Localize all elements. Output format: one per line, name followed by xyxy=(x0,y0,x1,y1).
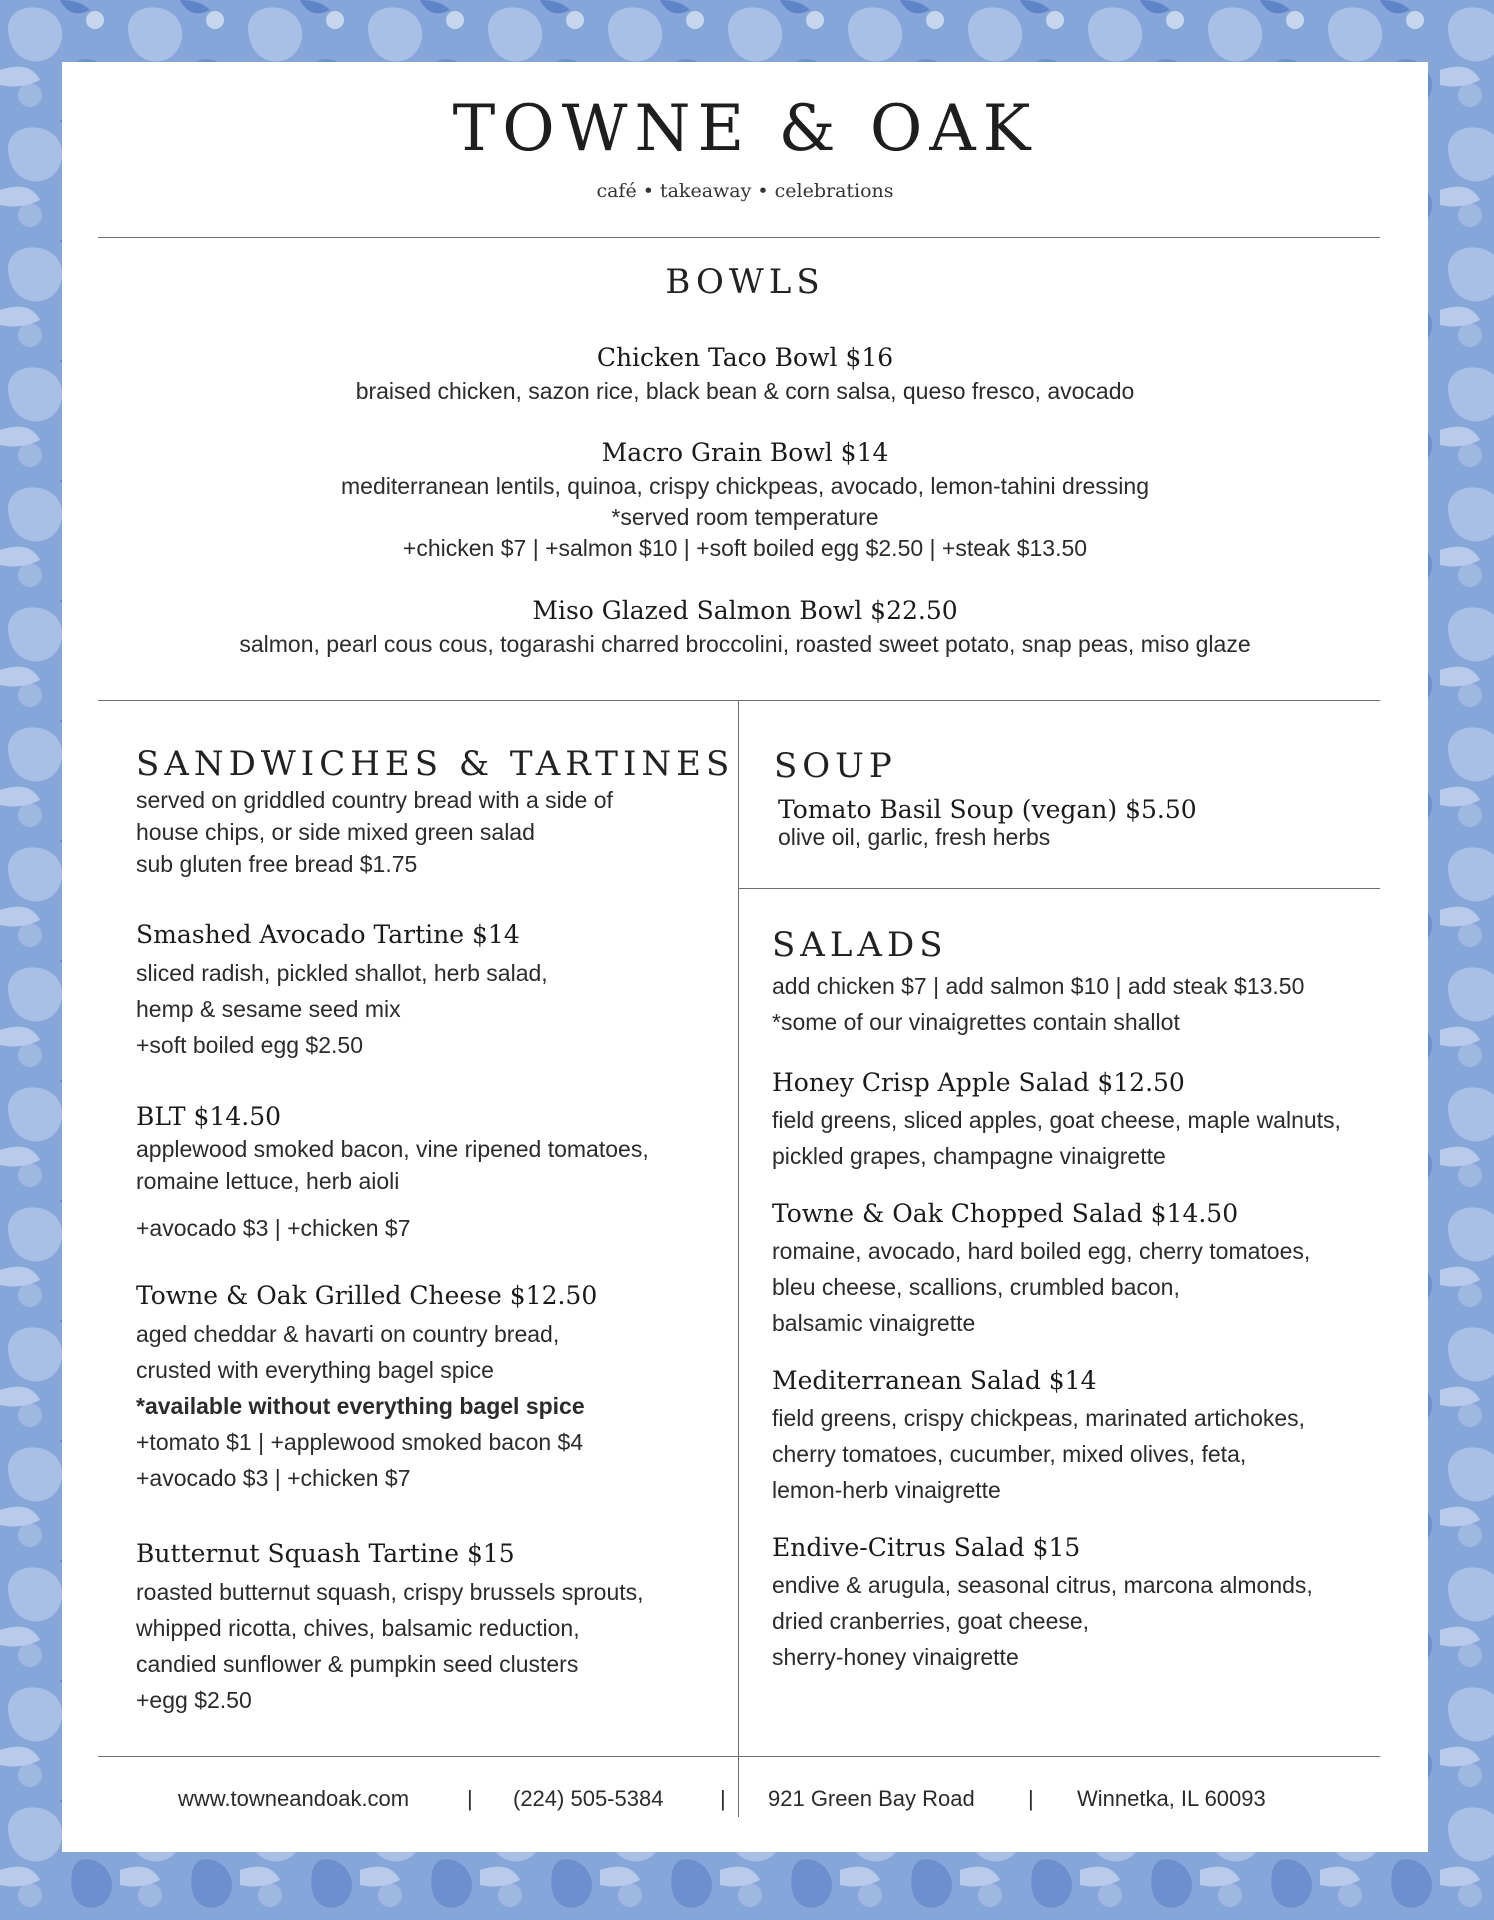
desc-line: sherry-honey vinaigrette xyxy=(772,1644,1019,1670)
footer-separator: | xyxy=(1028,1786,1034,1811)
desc-line: +avocado $3 | +chicken $7 xyxy=(136,1465,411,1491)
desc-line: crusted with everything bagel spice xyxy=(136,1357,494,1383)
soup-title: SOUP xyxy=(774,746,897,786)
sandwich-item-name: Smashed Avocado Tartine $14 xyxy=(136,920,520,949)
desc-line: dried cranberries, goat cheese, xyxy=(772,1608,1090,1634)
desc-line: endive & arugula, seasonal citrus, marcona almonds, xyxy=(772,1572,1313,1598)
desc-line: sliced radish, pickled shallot, herb salad, xyxy=(136,960,548,986)
desc-line: balsamic vinaigrette xyxy=(772,1310,976,1336)
sandwiches-title: SANDWICHES & TARTINES xyxy=(136,744,735,784)
tagline: café • takeaway • celebrations xyxy=(596,180,894,202)
sandwich-item-desc xyxy=(136,1316,585,1496)
bowl-item-name: Macro Grain Bowl $14 xyxy=(601,438,889,467)
desc-line: aged cheddar & havarti on country bread, xyxy=(136,1321,560,1347)
salad-item-name: Honey Crisp Apple Salad $12.50 xyxy=(772,1068,1185,1097)
intro-line: *some of our vinaigrettes contain shallot xyxy=(772,1009,1180,1035)
intro-line: sub gluten free bread $1.75 xyxy=(136,851,418,877)
sandwiches-intro xyxy=(136,784,613,880)
menu-card xyxy=(62,62,1428,1852)
divider-bowls xyxy=(98,700,1380,701)
bowls-title: BOWLS xyxy=(665,262,825,302)
salads-intro xyxy=(772,968,1304,1040)
desc-line: romaine, avocado, hard boiled egg, cherry tomatoes, xyxy=(772,1238,1311,1264)
desc-line: pickled grapes, champagne vinaigrette xyxy=(772,1143,1166,1169)
brand-title: TOWNE & OAK xyxy=(452,92,1038,166)
bowl-item-note: *served room temperature xyxy=(611,504,879,530)
bowl-item-desc: salmon, pearl cous cous, togarashi charred broccolini, roasted sweet potato, snap peas, miso glaze xyxy=(239,631,1251,657)
desc-line: candied sunflower & pumpkin seed clusters xyxy=(136,1651,579,1677)
desc-line: field greens, sliced apples, goat cheese, maple walnuts, xyxy=(772,1107,1341,1133)
bowl-item-desc: mediterranean lentils, quinoa, crispy chickpeas, avocado, lemon-tahini dressing xyxy=(341,473,1149,499)
bowl-item-name: Miso Glazed Salmon Bowl $22.50 xyxy=(532,596,958,625)
sandwich-item-name: Towne & Oak Grilled Cheese $12.50 xyxy=(136,1281,598,1310)
desc-line: +tomato $1 | +applewood smoked bacon $4 xyxy=(136,1429,584,1455)
sandwich-item-name: Butternut Squash Tartine $15 xyxy=(136,1539,515,1568)
footer-address: 921 Green Bay Road xyxy=(768,1786,975,1811)
desc-line: romaine lettuce, herb aioli xyxy=(136,1168,400,1194)
soup-item-name: Tomato Basil Soup (vegan) $5.50 xyxy=(778,795,1197,824)
footer-separator: | xyxy=(720,1786,726,1811)
desc-line: +soft boiled egg $2.50 xyxy=(136,1032,363,1058)
intro-line: served on griddled country bread with a side of xyxy=(136,787,613,813)
bold-note: *available without everything bagel spice xyxy=(136,1393,585,1419)
salad-item-name: Endive-Citrus Salad $15 xyxy=(772,1533,1081,1562)
desc-line: hemp & sesame seed mix xyxy=(136,996,401,1022)
soup-item-desc: olive oil, garlic, fresh herbs xyxy=(778,824,1051,850)
divider-soup xyxy=(738,888,1380,889)
salad-item-name: Towne & Oak Chopped Salad $14.50 xyxy=(772,1199,1239,1228)
sandwich-item-addon: +avocado $3 | +chicken $7 xyxy=(136,1215,411,1241)
desc-line: +egg $2.50 xyxy=(136,1687,252,1713)
intro-line: add chicken $7 | add salmon $10 | add steak $13.50 xyxy=(772,973,1305,999)
desc-line: cherry tomatoes, cucumber, mixed olives, feta, xyxy=(772,1441,1247,1467)
salad-item-name: Mediterranean Salad $14 xyxy=(772,1366,1097,1395)
column-divider xyxy=(738,701,739,1817)
footer-separator: | xyxy=(467,1786,473,1811)
sandwich-item-desc xyxy=(136,1574,644,1718)
bowl-item-name: Chicken Taco Bowl $16 xyxy=(596,343,894,372)
bowl-item-desc: braised chicken, sazon rice, black bean & corn salsa, queso fresco, avocado xyxy=(355,378,1135,404)
salad-item-desc xyxy=(772,1567,1313,1675)
sandwich-item-desc xyxy=(136,955,548,1063)
desc-line: applewood smoked bacon, vine ripened tomatoes, xyxy=(136,1136,649,1162)
bowl-item-addons: +chicken $7 | +salmon $10 | +soft boiled egg $2.50 | +steak $13.50 xyxy=(402,535,1088,561)
desc-line: bleu cheese, scallions, crumbled bacon, xyxy=(772,1274,1180,1300)
footer-phone[interactable]: (224) 505-5384 xyxy=(513,1786,664,1811)
divider-bottom xyxy=(98,1756,1380,1757)
desc-line: whipped ricotta, chives, balsamic reduction, xyxy=(136,1615,580,1641)
salad-item-desc xyxy=(772,1102,1341,1174)
salad-item-desc xyxy=(772,1400,1305,1508)
salad-item-desc xyxy=(772,1233,1310,1341)
footer-city: Winnetka, IL 60093 xyxy=(1077,1786,1266,1811)
intro-line: house chips, or side mixed green salad xyxy=(136,819,535,845)
desc-line: lemon-herb vinaigrette xyxy=(772,1477,1001,1503)
divider-top xyxy=(98,237,1380,238)
desc-line: roasted butternut squash, crispy brussels sprouts, xyxy=(136,1579,644,1605)
footer-website[interactable]: www.towneandoak.com xyxy=(178,1786,410,1811)
salads-title: SALADS xyxy=(772,925,948,965)
desc-line: field greens, crispy chickpeas, marinated artichokes, xyxy=(772,1405,1306,1431)
sandwich-item-name: BLT $14.50 xyxy=(136,1102,282,1131)
sandwich-item-desc xyxy=(136,1133,649,1197)
